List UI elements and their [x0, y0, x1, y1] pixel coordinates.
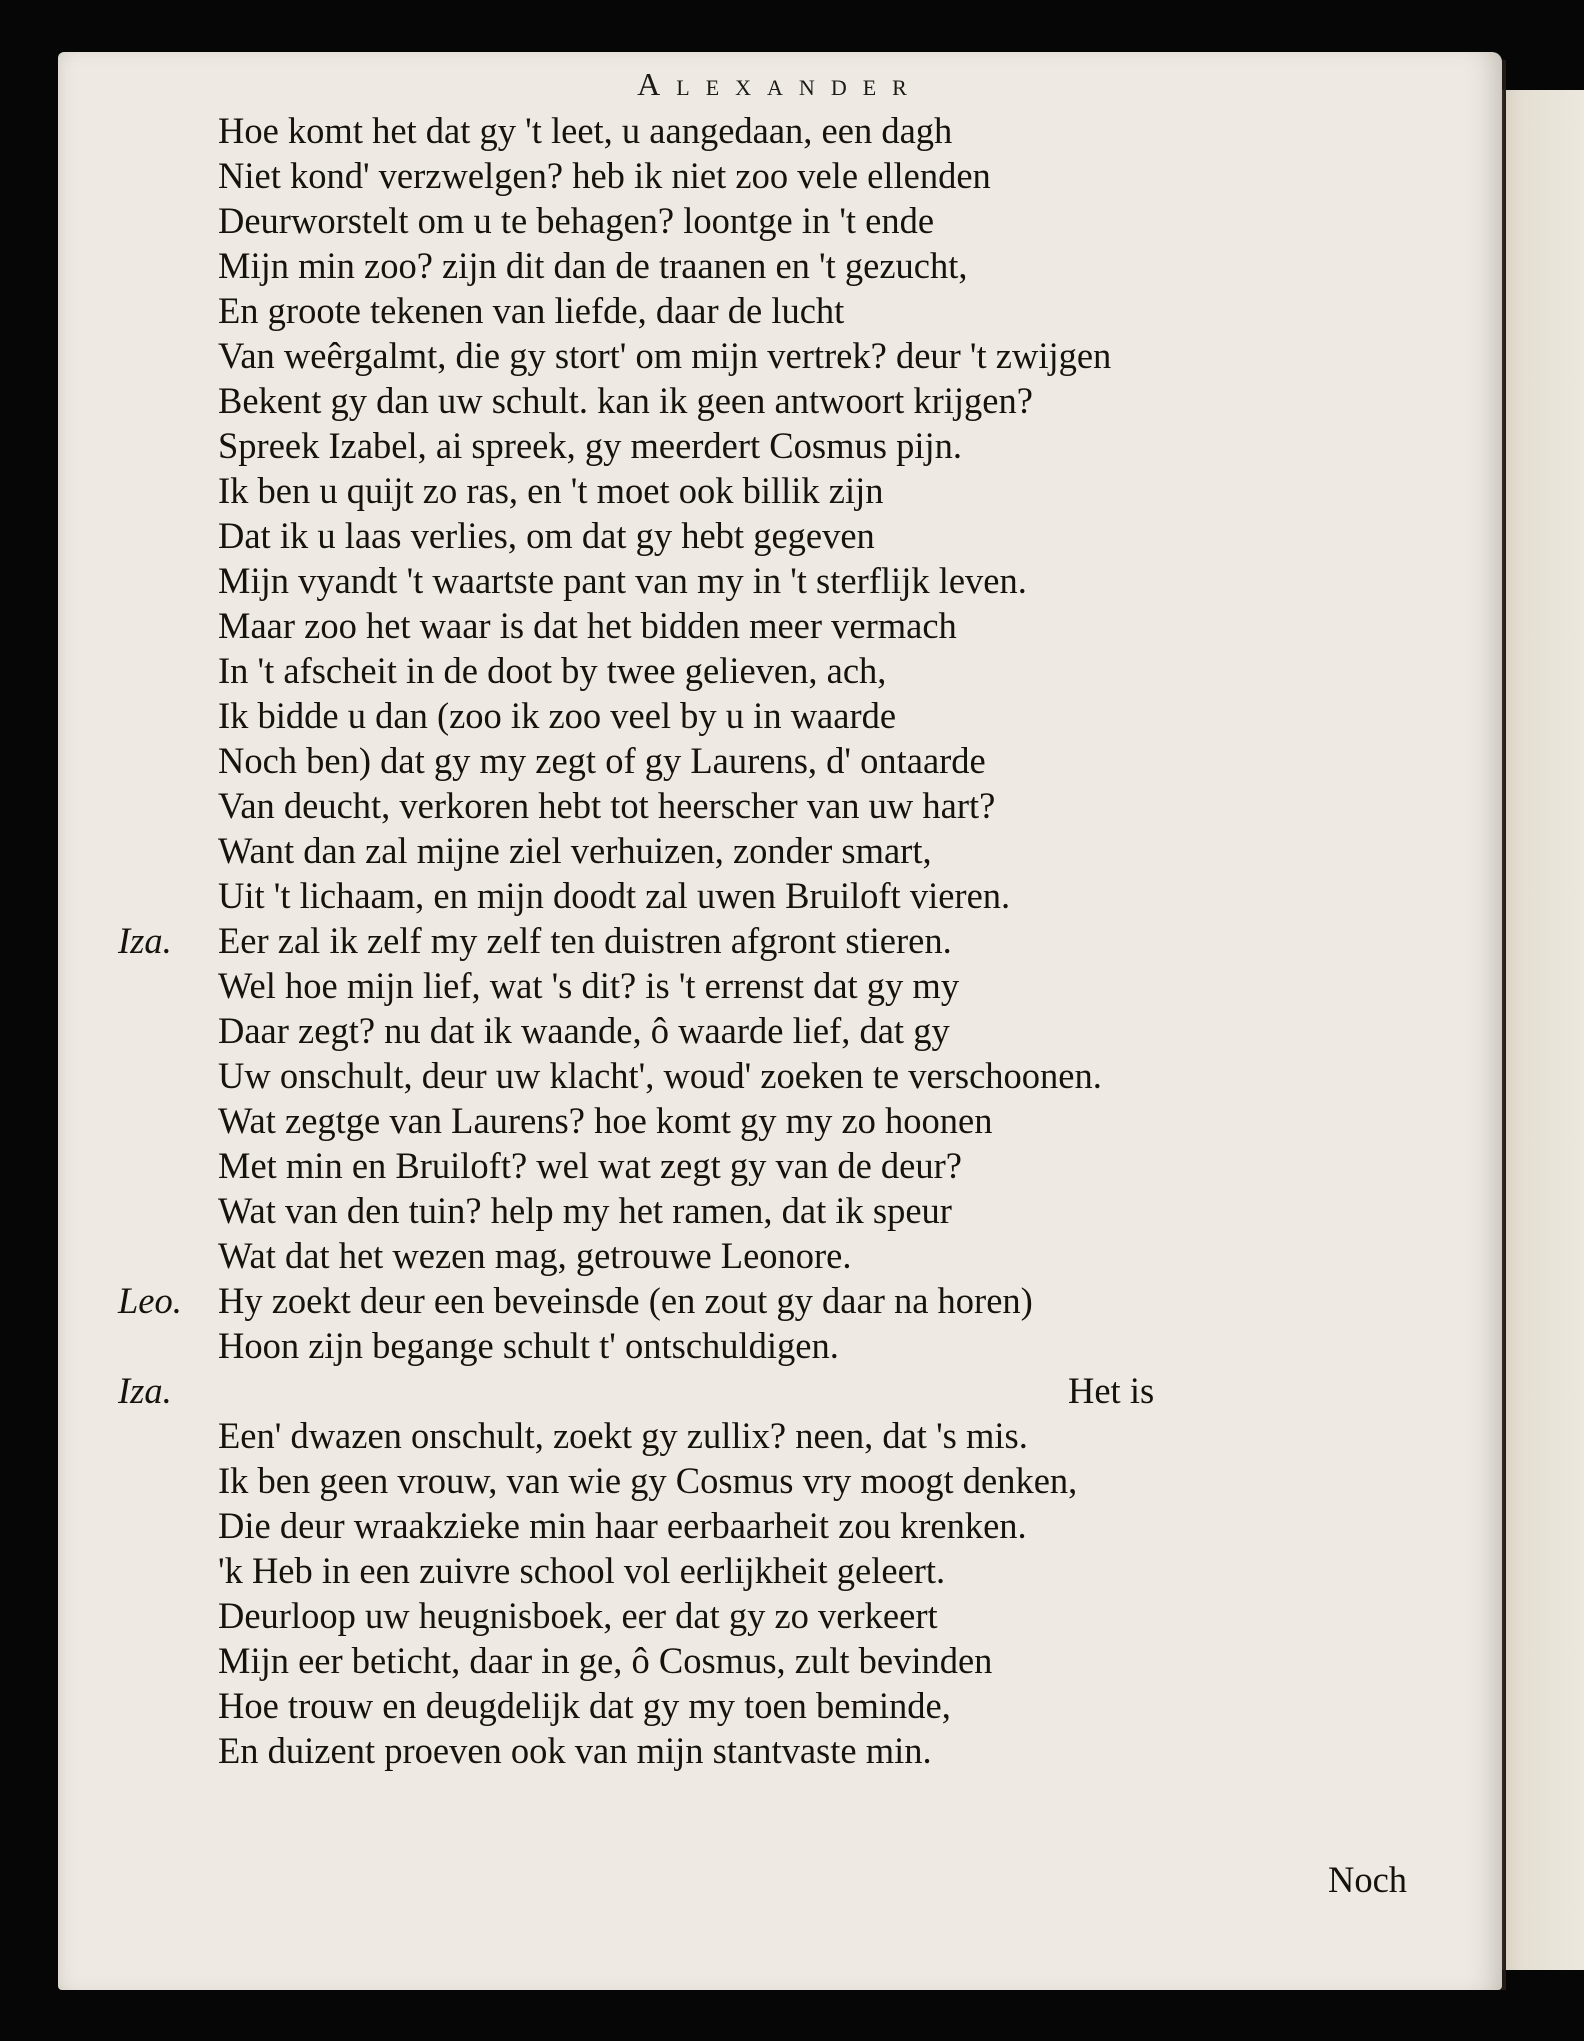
verse-text: Daar zegt? nu dat ik waande, ô waarde lief, dat gy	[218, 1010, 950, 1051]
verse-line	[218, 198, 1488, 243]
verse-text: Een' dwazen onschult, zoekt gy zullix? neen, dat 's mis.	[218, 1415, 1028, 1456]
verse-line	[118, 1368, 1488, 1413]
verse-line	[218, 1548, 1488, 1593]
verse-line	[218, 378, 1488, 423]
book-page	[58, 52, 1502, 1990]
verse-line	[218, 108, 1488, 153]
verse-line	[218, 963, 1488, 1008]
verse-text: Niet kond' verzwelgen? heb ik niet zoo vele ellenden	[218, 155, 991, 196]
verse-text: Wat dat het wezen mag, getrouwe Leonore.	[218, 1235, 852, 1276]
speaker-label: Iza.	[118, 1370, 172, 1411]
verse-text: Deurloop uw heugnisboek, eer dat gy zo verkeert	[218, 1595, 938, 1636]
verse-text: Met min en Bruiloft? wel wat zegt gy van de deur?	[218, 1145, 962, 1186]
verse-line	[218, 1143, 1488, 1188]
verse-text: Mijn eer beticht, daar in ge, ô Cosmus, zult bevinden	[218, 1640, 993, 1681]
verse-text: Ik ben u quijt zo ras, en 't moet ook billik zijn	[218, 470, 884, 511]
verse-line	[218, 1728, 1488, 1773]
verse-text: Mijn min zoo? zijn dit dan de traanen en 't gezucht,	[218, 245, 968, 286]
verse-text: Ik bidde u dan (zoo ik zoo veel by u in waarde	[218, 695, 897, 736]
verse-line	[218, 1683, 1488, 1728]
verse-line	[118, 918, 1488, 963]
verse-text: Wat van den tuin? help my het ramen, dat ik speur	[218, 1190, 952, 1231]
verse-line	[218, 738, 1488, 783]
verse-line	[218, 558, 1488, 603]
verse-text: Ik ben geen vrouw, van wie gy Cosmus vry moogt denken,	[218, 1460, 1078, 1501]
verse-text: En duizent proeven ook van mijn stantvaste min.	[218, 1730, 932, 1771]
verse-line	[218, 243, 1488, 288]
verse-line	[218, 1053, 1488, 1098]
verse-line	[218, 513, 1488, 558]
verse-line	[218, 783, 1488, 828]
verse-text: Uw onschult, deur uw klacht', woud' zoeken te verschoonen.	[218, 1055, 1102, 1096]
verse-line	[218, 828, 1488, 873]
verse-text: Die deur wraakzieke min haar eerbaarheit zou krenken.	[218, 1505, 1027, 1546]
verse-text: Uit 't lichaam, en mijn doodt zal uwen Bruiloft vieren.	[218, 875, 1011, 916]
verse-half-line: Het is	[1068, 1370, 1155, 1411]
speaker-label: Leo.	[118, 1280, 182, 1321]
verse-text: Spreek Izabel, ai spreek, gy meerdert Cosmus pijn.	[218, 425, 962, 466]
catchword: Noch	[1328, 1859, 1408, 1900]
verse-line	[218, 288, 1488, 333]
verse-line	[218, 1458, 1488, 1503]
verse-text: Want dan zal mijne ziel verhuizen, zonder smart,	[218, 830, 932, 871]
verse-text: Hoe komt het dat gy 't leet, u aangedaan, een dagh	[218, 110, 953, 151]
verse-block	[118, 108, 1488, 1773]
verse-text: Hy zoekt deur een beveinsde (en zout gy daar na horen)	[218, 1280, 1033, 1321]
running-head: Alexander	[637, 66, 923, 102]
verse-text: Hoon zijn begange schult t' ontschuldigen.	[218, 1325, 839, 1366]
verse-line	[218, 423, 1488, 468]
verse-line	[218, 873, 1488, 918]
verse-line	[218, 1503, 1488, 1548]
verse-line	[218, 648, 1488, 693]
verse-line	[218, 153, 1488, 198]
verse-line	[218, 1233, 1488, 1278]
verse-text: Wat zegtge van Laurens? hoe komt gy my zo hoonen	[218, 1100, 993, 1141]
verse-text: In 't afscheit in de doot by twee gelieven, ach,	[218, 650, 887, 691]
verse-text: 'k Heb in een zuivre school vol eerlijkheit geleert.	[218, 1550, 946, 1591]
verse-line	[218, 1638, 1488, 1683]
verse-text: Hoe trouw en deugdelijk dat gy my toen beminde,	[218, 1685, 951, 1726]
verse-text: Maar zoo het waar is dat het bidden meer vermach	[218, 605, 957, 646]
verse-line	[218, 1593, 1488, 1638]
verse-text: En groote tekenen van liefde, daar de lucht	[218, 290, 845, 331]
verse-line	[218, 603, 1488, 648]
verse-text: Wel hoe mijn lief, wat 's dit? is 't errenst dat gy my	[218, 965, 960, 1006]
verse-line	[218, 693, 1488, 738]
verse-text: Van deucht, verkoren hebt tot heerscher van uw hart?	[218, 785, 996, 826]
verse-line	[218, 333, 1488, 378]
verse-text: Dat ik u laas verlies, om dat gy hebt gegeven	[218, 515, 875, 556]
verse-line	[218, 468, 1488, 513]
verse-text: Eer zal ik zelf my zelf ten duistren afgront stieren.	[218, 920, 952, 961]
verse-line	[218, 1413, 1488, 1458]
speaker-label: Iza.	[118, 920, 172, 961]
verse-line	[118, 1278, 1488, 1323]
verse-line	[218, 1188, 1488, 1233]
verse-line	[218, 1008, 1488, 1053]
verse-text: Noch ben) dat gy my zegt of gy Laurens, d' ontaarde	[218, 740, 986, 781]
verse-text: Van weêrgalmt, die gy stort' om mijn vertrek? deur 't zwijgen	[218, 335, 1112, 376]
verse-text: Mijn vyandt 't waartste pant van my in 't sterflijk leven.	[218, 560, 1027, 601]
verse-line	[218, 1098, 1488, 1143]
verse-line	[218, 1323, 1488, 1368]
verse-text: Deurworstelt om u te behagen? loontge in 't ende	[218, 200, 935, 241]
verse-text: Bekent gy dan uw schult. kan ik geen antwoort krijgen?	[218, 380, 1033, 421]
